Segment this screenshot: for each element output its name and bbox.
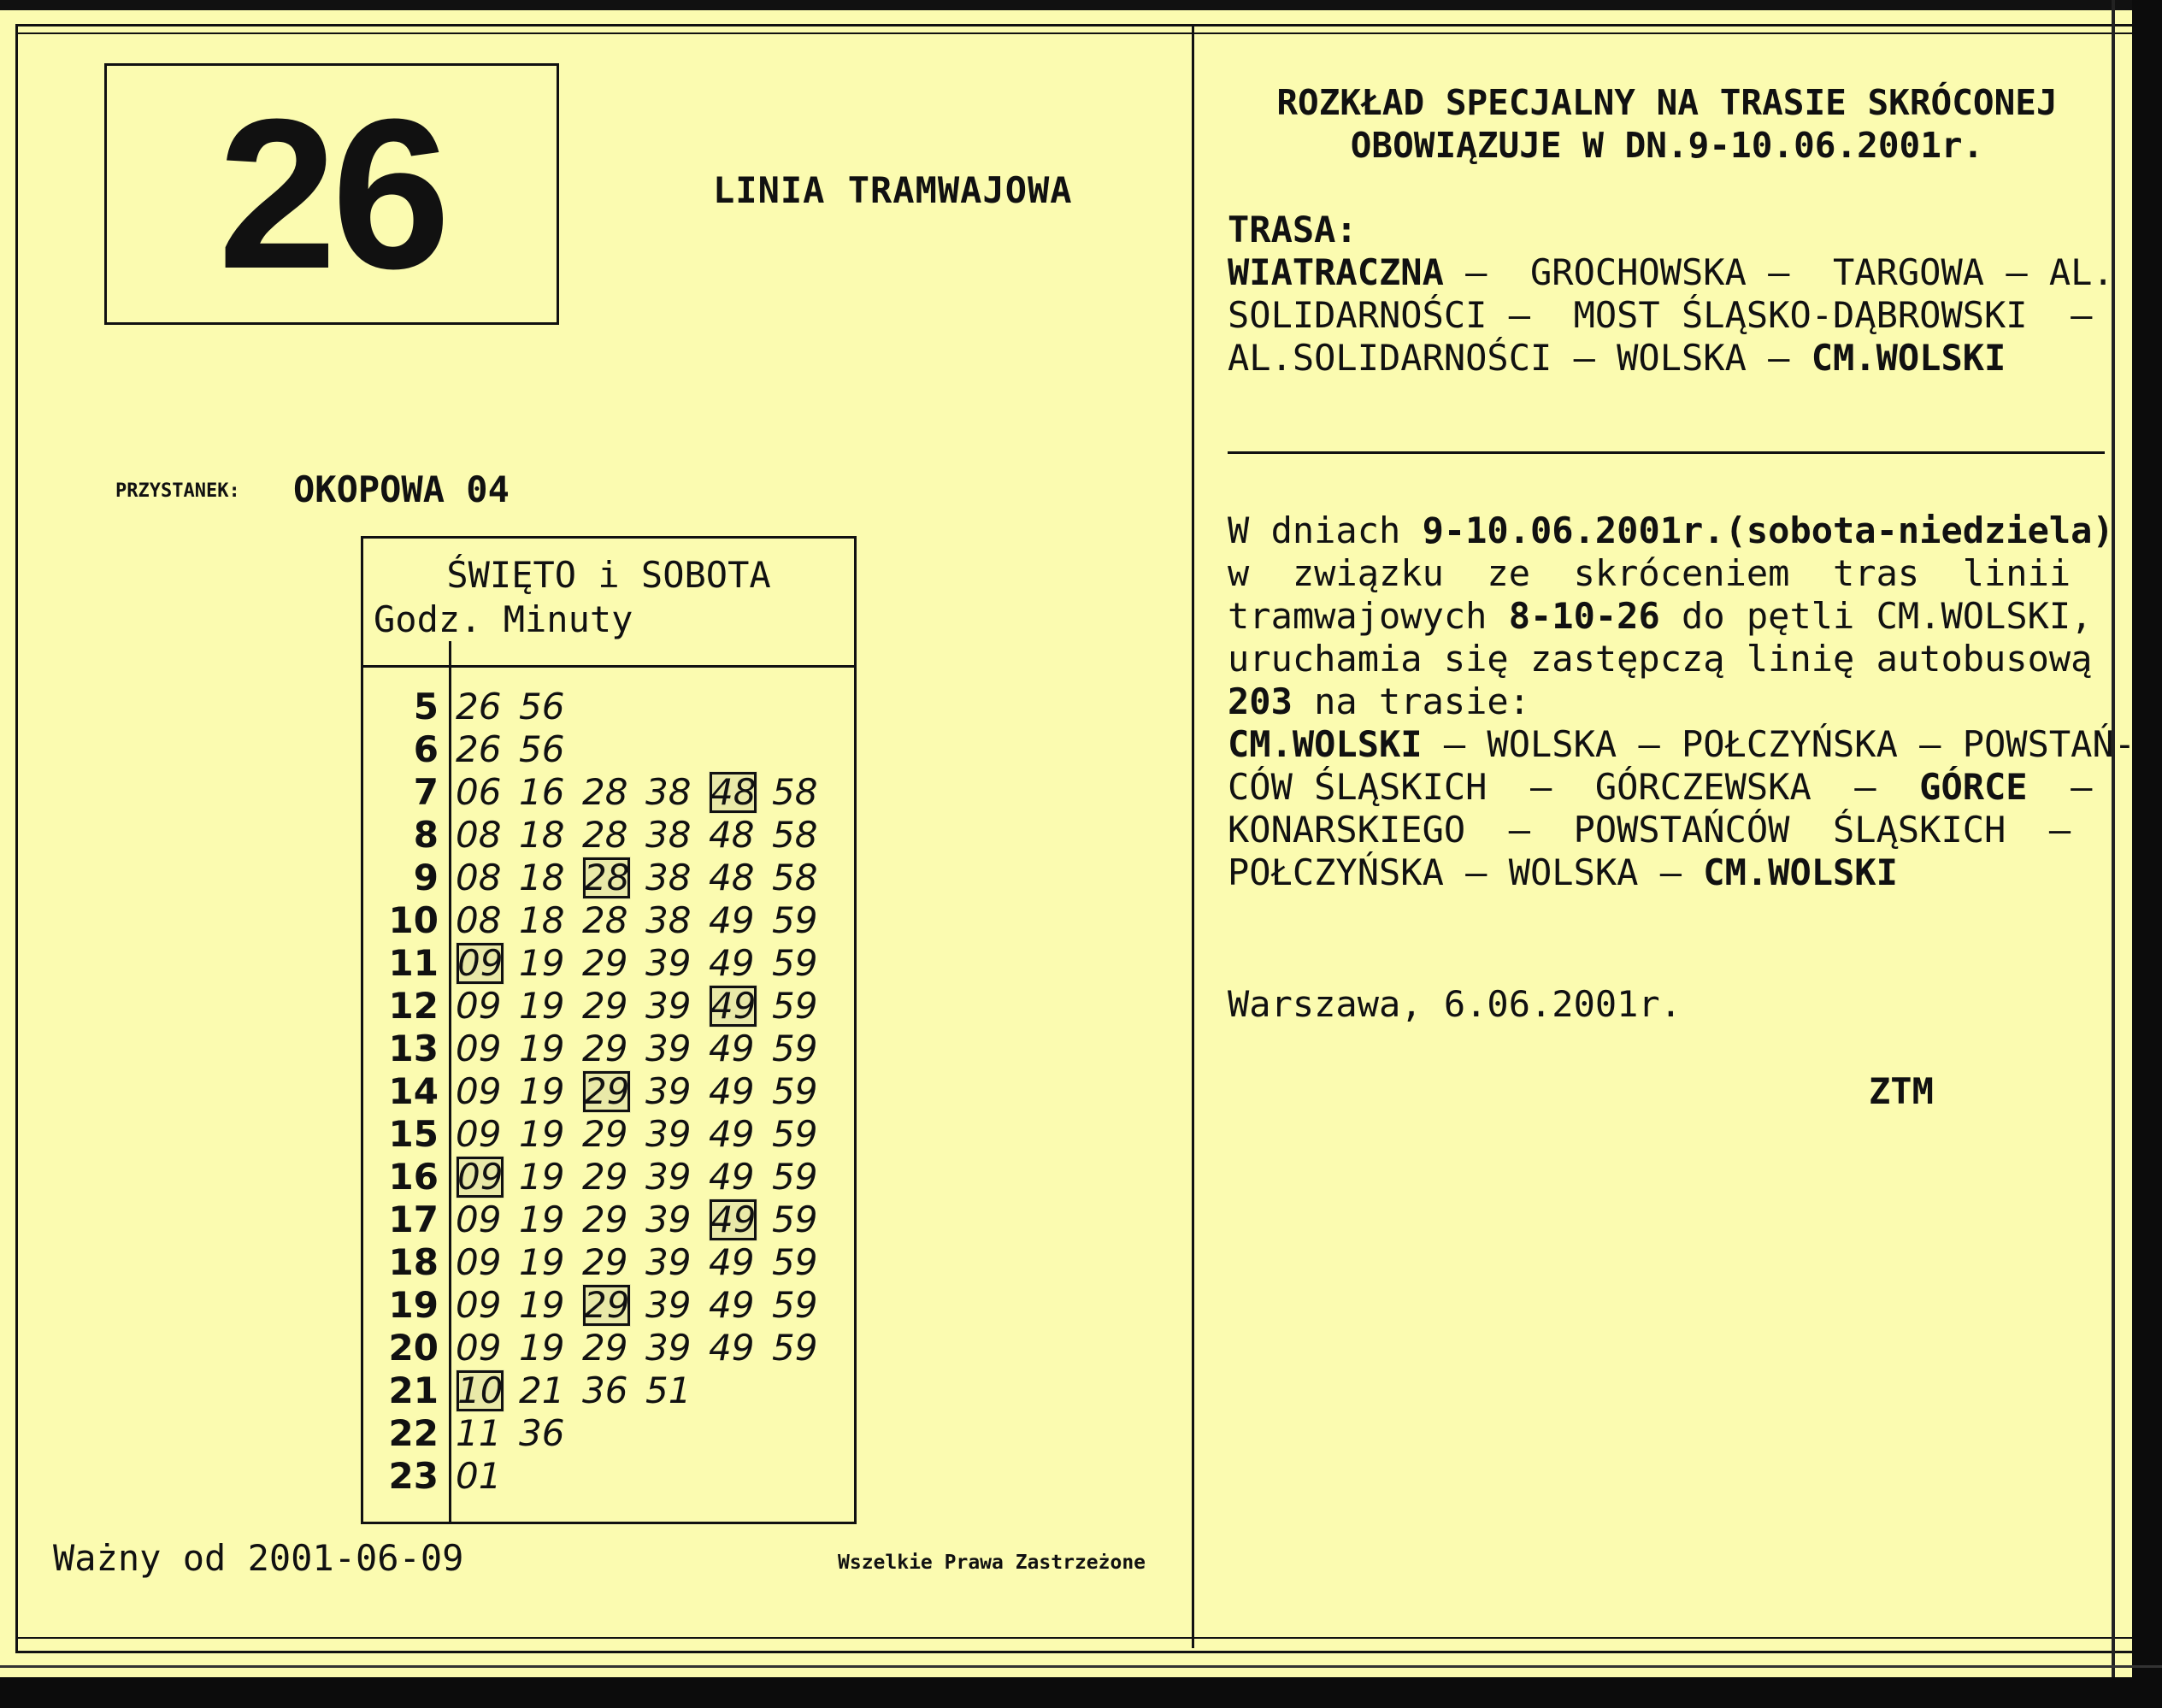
timetable-minute: 59: [772, 1199, 818, 1240]
notice-text: W dniach: [1228, 509, 1423, 551]
timetable-hour: 22: [388, 1412, 439, 1454]
timetable-minute: 18: [519, 814, 565, 856]
timetable-minute: 58: [772, 814, 818, 856]
notice-para-line-7: [1228, 766, 2117, 808]
timetable-row: [363, 985, 854, 1028]
timetable-row: [363, 814, 854, 857]
timetable-minute-marked: 29: [584, 1284, 630, 1326]
timetable-minute: 59: [772, 899, 818, 941]
frame-double-line-bottom: [15, 1637, 2138, 1639]
timetable-minute: 38: [645, 814, 692, 856]
timetable-hour: 20: [388, 1327, 439, 1369]
timetable-minute: 09: [456, 1070, 502, 1112]
timetable-row: [363, 942, 854, 985]
bus-route-start: CM.WOLSKI: [1228, 723, 1423, 765]
timetable-row: [363, 899, 854, 942]
route-label-text: TRASA:: [1228, 209, 1358, 250]
timetable-minute: 36: [519, 1412, 565, 1454]
timetable-hour: 6: [413, 728, 439, 770]
route-start: WIATRACZNA: [1228, 251, 1444, 293]
timetable-minute: 59: [772, 1028, 818, 1069]
notice-text: na trasie:: [1292, 680, 1531, 722]
route-line-1-rest: – GROCHOWSKA – TARGOWA – AL.: [1443, 251, 2114, 293]
timetable-minute: 39: [645, 1028, 692, 1069]
frame-double-line-top: [15, 32, 2138, 34]
timetable-hour: 7: [413, 771, 439, 813]
stop-name: OKOPOWA 04: [293, 468, 510, 510]
timetable-hour: 10: [388, 899, 439, 941]
bus-route-stop-gorce: GÓRCE: [1919, 766, 2028, 808]
timetable-minute: 39: [645, 1070, 692, 1112]
timetable-minute: 19: [519, 1327, 565, 1369]
scan-edge-top: [0, 0, 2162, 10]
timetable-row: [363, 1156, 854, 1199]
timetable-minute: 39: [645, 1199, 692, 1240]
timetable-minute: 08: [456, 857, 502, 898]
timetable-minute: 49: [709, 1327, 755, 1369]
timetable-minute: 19: [519, 1241, 565, 1283]
timetable-minute: 58: [772, 857, 818, 898]
notice-text: POŁCZYŃSKA – WOLSKA –: [1228, 851, 1704, 893]
timetable-row: [363, 1412, 854, 1455]
timetable-row: [363, 1113, 854, 1156]
timetable-minute: 19: [519, 985, 565, 1027]
line-number-box: [104, 63, 559, 325]
timetable-minute: 36: [582, 1369, 628, 1411]
timetable-minute: 21: [519, 1369, 565, 1411]
timetable-minute: 56: [519, 728, 565, 770]
timetable-minute: 49: [709, 1028, 755, 1069]
notice-dates: 9-10.06.2001r.(sobota-niedziela): [1422, 509, 2114, 551]
timetable-minute: 16: [519, 771, 565, 813]
timetable-minute: 18: [519, 899, 565, 941]
timetable-minute: 09: [456, 1241, 502, 1283]
route-line-2: SOLIDARNOŚCI – MOST ŚLĄSKO-DĄBROWSKI –: [1228, 294, 2093, 336]
timetable-minute: 09: [456, 985, 502, 1027]
notice-text: do pętli CM.WOLSKI,: [1659, 595, 2093, 637]
timetable-minute: 59: [772, 1070, 818, 1112]
timetable-minute: 49: [709, 1241, 755, 1283]
timetable-minute: 28: [582, 814, 628, 856]
timetable-minute: 59: [772, 1241, 818, 1283]
center-divider: [1192, 26, 1194, 1648]
bus-route-end: CM.WOLSKI: [1703, 851, 1898, 893]
timetable-hour: 8: [413, 814, 439, 856]
notice-separator: [1228, 451, 2105, 454]
notice-text: – WOLSKA – POŁCZYŃSKA – POWSTAŃ-: [1422, 723, 2136, 765]
timetable-minute: 19: [519, 1070, 565, 1112]
timetable-minute-marked: 49: [710, 1199, 757, 1240]
timetable-minute: 59: [772, 942, 818, 984]
timetable-hour: 9: [413, 857, 439, 898]
line-number: 26: [217, 74, 446, 313]
timetable-minute: 59: [772, 1156, 818, 1198]
timetable-hour: 21: [388, 1369, 439, 1411]
timetable-minute: 38: [645, 899, 692, 941]
timetable-minute: 29: [582, 1327, 628, 1369]
scan-edge-bottom: [0, 1677, 2162, 1708]
notice-para-line-2: w związku ze skróceniem tras linii: [1228, 552, 2071, 594]
timetable-minute-marked: 09: [457, 942, 504, 984]
timetable-minute: 38: [645, 771, 692, 813]
timetable-hour: 11: [388, 942, 439, 984]
bus-line-number: 203: [1228, 680, 1293, 722]
notice-header-line2: OBOWIĄZUJE W DN.9-10.06.2001r.: [1350, 125, 1984, 166]
signature: ZTM: [1869, 1070, 1934, 1112]
timetable-minute: 39: [645, 1156, 692, 1198]
notice-para-line-1: [1228, 509, 2117, 551]
route-line-3-rest: AL.SOLIDARNOŚCI – WOLSKA –: [1228, 337, 1811, 379]
valid-from: Ważny od 2001-06-09: [53, 1537, 464, 1579]
notice-para-line-5: [1228, 680, 2117, 722]
timetable-hour: 12: [388, 985, 439, 1027]
timetable-minute: 19: [519, 1113, 565, 1155]
timetable-row: [363, 1284, 854, 1327]
timetable-minute: 39: [645, 1113, 692, 1155]
notice-para-line-9: [1228, 851, 2117, 893]
affected-lines: 8-10-26: [1508, 595, 1660, 637]
line-type: LINIA TRAMWAJOWA: [713, 169, 1073, 211]
timetable-minute: 19: [519, 1028, 565, 1069]
timetable-minute: 29: [582, 985, 628, 1027]
timetable-minute: 39: [645, 1284, 692, 1326]
timetable-minute: 28: [582, 771, 628, 813]
timetable-hour: 23: [388, 1455, 439, 1497]
timetable-hour: 16: [388, 1156, 439, 1198]
timetable-hour: 17: [388, 1199, 439, 1240]
timetable-minute: 26: [456, 686, 502, 727]
timetable-hour: 15: [388, 1113, 439, 1155]
notice-para-line-3: [1228, 595, 2117, 637]
timetable-title: ŚWIĘTO i SOBOTA: [446, 554, 771, 596]
timetable-minute: 08: [456, 899, 502, 941]
timetable-minute: 49: [709, 1113, 755, 1155]
timetable-row: [363, 728, 854, 771]
timetable-minute: 29: [582, 1028, 628, 1069]
route-line-3: [1228, 337, 2117, 379]
timetable-minute: 49: [709, 1156, 755, 1198]
timetable-minute: 49: [709, 899, 755, 941]
timetable-minute: 09: [456, 1327, 502, 1369]
timetable-minute: 29: [582, 1241, 628, 1283]
notice-para-line-6: [1228, 723, 2136, 765]
notice-date: Warszawa, 6.06.2001r.: [1228, 983, 1682, 1025]
timetable-minute: 01: [456, 1455, 502, 1497]
route-line-1: [1228, 251, 2117, 293]
timetable-minute: 19: [519, 1284, 565, 1326]
notice-text: tramwajowych: [1228, 595, 1509, 637]
timetable-hour: 19: [388, 1284, 439, 1326]
timetable-minute: 06: [456, 771, 502, 813]
route-label: [1228, 209, 2117, 250]
timetable-minute: 51: [645, 1369, 692, 1411]
timetable-row: [363, 1028, 854, 1070]
timetable-row: [363, 686, 854, 728]
stop-label: PRZYSTANEK:: [115, 480, 240, 502]
timetable-minute: 39: [645, 985, 692, 1027]
notice-para-line-8: KONARSKIEGO – POWSTAŃCÓW ŚLĄSKICH –: [1228, 809, 2071, 851]
timetable-minute: 39: [645, 1327, 692, 1369]
timetable-minute: 29: [582, 942, 628, 984]
timetable-row: [363, 1241, 854, 1284]
timetable-row: [363, 771, 854, 814]
timetable-minute: 59: [772, 1327, 818, 1369]
notice-para-line-4: uruchamia się zastępczą linię autobusową: [1228, 638, 2093, 680]
timetable-minute: 49: [709, 942, 755, 984]
timetable-minute: 39: [645, 1241, 692, 1283]
timetable-hour: 18: [388, 1241, 439, 1283]
timetable-hour: 14: [388, 1070, 439, 1112]
notice-header-line1: ROZKŁAD SPECJALNY NA TRASIE SKRÓCONEJ: [1276, 82, 2058, 123]
timetable-minute: 26: [456, 728, 502, 770]
timetable-minute: 59: [772, 1284, 818, 1326]
timetable-minute-marked: 29: [584, 1070, 630, 1112]
timetable-minute: 09: [456, 1199, 502, 1240]
rights-notice: Wszelkie Prawa Zastrzeżone: [838, 1552, 1146, 1574]
timetable-minute: 28: [582, 899, 628, 941]
timetable-header-separator: [363, 665, 854, 668]
timetable-minute: 59: [772, 985, 818, 1027]
timetable-row: [363, 1455, 854, 1498]
timetable-row: [363, 857, 854, 899]
timetable-minute: 59: [772, 1113, 818, 1155]
timetable-row: [363, 1369, 854, 1412]
timetable-minute: 19: [519, 1156, 565, 1198]
timetable-minute: 08: [456, 814, 502, 856]
timetable-minute: 18: [519, 857, 565, 898]
timetable-minute-marked: 48: [710, 771, 757, 813]
notice-text: –: [2027, 766, 2093, 808]
timetable-minute: 29: [582, 1199, 628, 1240]
timetable: [361, 536, 857, 1524]
timetable-minute: 38: [645, 857, 692, 898]
timetable-minute: 48: [709, 857, 755, 898]
timetable-minute-marked: 09: [457, 1156, 504, 1198]
timetable-minute: 11: [456, 1412, 502, 1454]
timetable-minute: 09: [456, 1284, 502, 1326]
timetable-minute: 56: [519, 686, 565, 727]
scan-edge-right: [2132, 0, 2162, 1708]
timetable-minute: 49: [709, 1070, 755, 1112]
timetable-minute-marked: 28: [584, 857, 630, 898]
timetable-row: [363, 1327, 854, 1369]
timetable-row: [363, 1070, 854, 1113]
timetable-minute: 39: [645, 942, 692, 984]
timetable-minute: 19: [519, 1199, 565, 1240]
timetable-minute: 29: [582, 1156, 628, 1198]
timetable-minute: 29: [582, 1113, 628, 1155]
timetable-minute: 09: [456, 1113, 502, 1155]
timetable-minute: 58: [772, 771, 818, 813]
timetable-subtitle: Godz. Minuty: [374, 598, 633, 640]
timetable-row: [363, 1199, 854, 1241]
timetable-hour: 5: [413, 686, 439, 727]
scan-edge-line-bottom: [0, 1665, 2162, 1668]
timetable-hour: 13: [388, 1028, 439, 1069]
timetable-minute: 19: [519, 942, 565, 984]
timetable-minute: 48: [709, 814, 755, 856]
timetable-minute: 09: [456, 1028, 502, 1069]
timetable-minute-marked: 10: [457, 1369, 504, 1411]
timetable-minute: 49: [709, 1284, 755, 1326]
notice-text: CÓW ŚLĄSKICH – GÓRCZEWSKA –: [1228, 766, 1920, 808]
route-end: CM.WOLSKI: [1811, 337, 2006, 379]
timetable-minute-marked: 49: [710, 985, 757, 1027]
